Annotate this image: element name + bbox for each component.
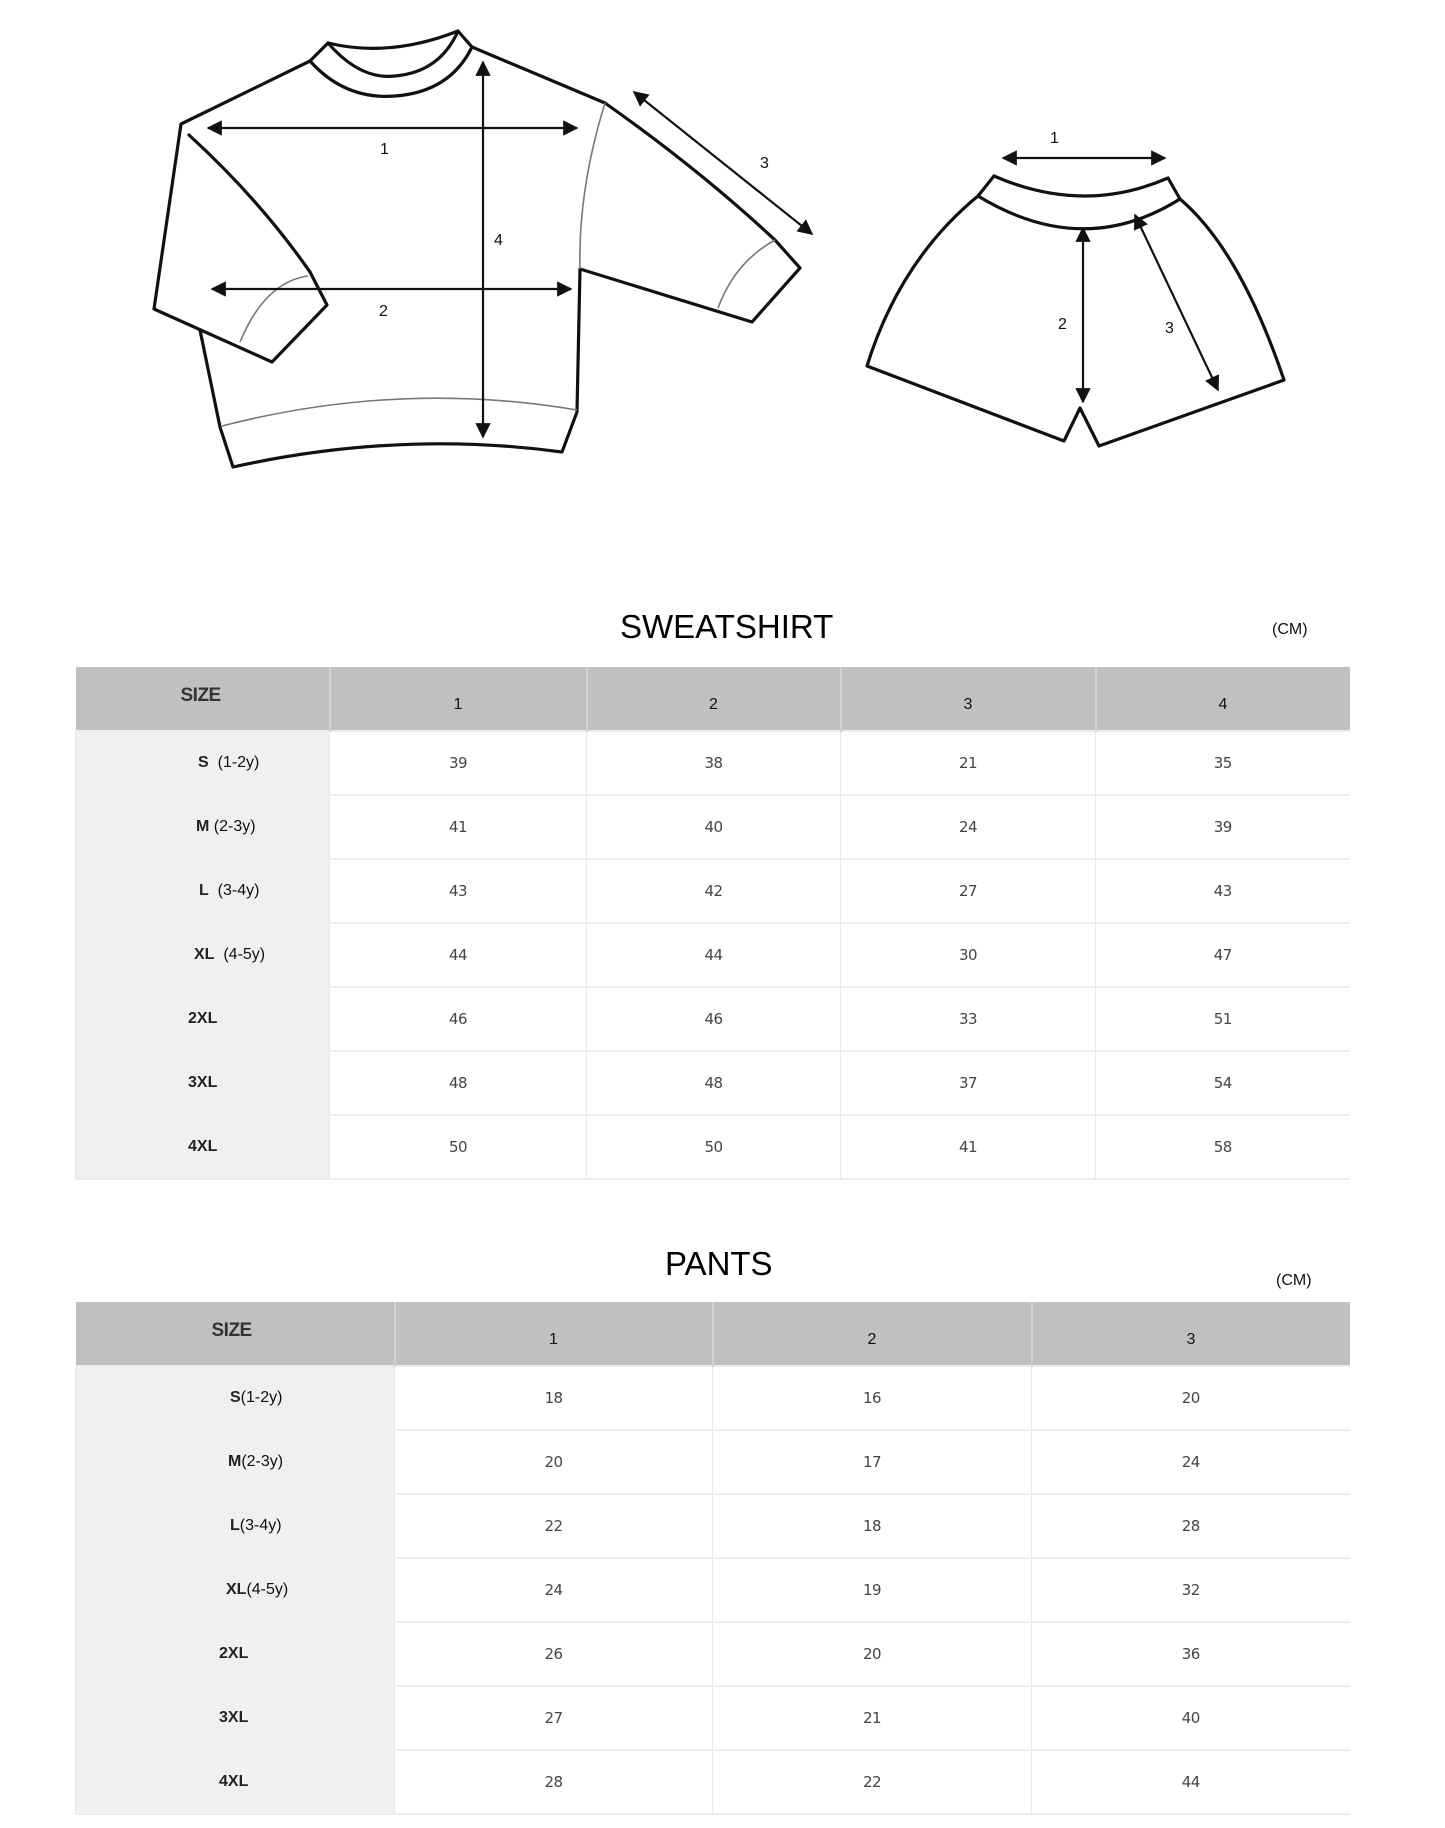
pants-unit: (CM) bbox=[1276, 1272, 1312, 1289]
size-code: 4XL bbox=[219, 1773, 249, 1790]
table-row bbox=[76, 1558, 1350, 1622]
size-age: (3-4y) bbox=[239, 1517, 282, 1534]
sweatshirt-title: SWEATSHIRT bbox=[620, 608, 834, 645]
value-cell: 24 bbox=[841, 795, 1096, 859]
size-age: (2-3y) bbox=[241, 1453, 284, 1470]
value-cell: 33 bbox=[841, 987, 1096, 1051]
size-label bbox=[76, 1051, 330, 1115]
value-cell: 36 bbox=[1032, 1622, 1350, 1686]
value-cell: 37 bbox=[841, 1051, 1096, 1115]
value-cell: 21 bbox=[841, 731, 1096, 795]
label-3: 3 bbox=[1165, 320, 1174, 337]
value-cell: 16 bbox=[713, 1366, 1032, 1430]
sweatshirt-icon bbox=[154, 31, 800, 467]
value-cell: 26 bbox=[395, 1622, 713, 1686]
size-code: 2XL bbox=[219, 1645, 249, 1662]
size-age: (1-2y) bbox=[217, 754, 260, 771]
arrow-sleeve-icon bbox=[634, 92, 812, 234]
table-row bbox=[76, 1622, 1350, 1686]
arrow-outseam-icon bbox=[1135, 215, 1218, 390]
size-label bbox=[76, 1750, 395, 1814]
size-code: 3XL bbox=[219, 1709, 249, 1726]
value-cell: 40 bbox=[587, 795, 841, 859]
sweatshirt-measure-labels bbox=[379, 141, 769, 320]
label-2: 2 bbox=[379, 303, 388, 320]
value-cell: 32 bbox=[1032, 1558, 1350, 1622]
value-cell: 46 bbox=[330, 987, 587, 1051]
value-cell: 40 bbox=[1032, 1686, 1350, 1750]
size-code: L bbox=[199, 882, 209, 899]
value-cell: 22 bbox=[713, 1750, 1032, 1814]
column-header: 1 bbox=[395, 1302, 713, 1366]
size-column-header: SIZE bbox=[76, 1302, 395, 1366]
column-header: 3 bbox=[841, 667, 1096, 731]
table-row bbox=[76, 1366, 1350, 1430]
value-cell: 18 bbox=[395, 1366, 713, 1430]
size-label bbox=[76, 795, 330, 859]
size-label bbox=[76, 987, 330, 1051]
value-cell: 44 bbox=[1032, 1750, 1350, 1814]
value-cell: 17 bbox=[713, 1430, 1032, 1494]
value-cell: 18 bbox=[713, 1494, 1032, 1558]
value-cell: 54 bbox=[1096, 1051, 1350, 1115]
size-column-header: SIZE bbox=[76, 667, 330, 731]
table-row bbox=[76, 795, 1350, 859]
value-cell: 41 bbox=[330, 795, 587, 859]
value-cell: 24 bbox=[395, 1558, 713, 1622]
size-label bbox=[76, 731, 330, 795]
column-header: 2 bbox=[713, 1302, 1032, 1366]
size-code: XL bbox=[194, 946, 215, 963]
column-header: 3 bbox=[1032, 1302, 1350, 1366]
value-cell: 27 bbox=[841, 859, 1096, 923]
size-code: M bbox=[196, 818, 210, 835]
column-header: 2 bbox=[587, 667, 841, 731]
size-code: S bbox=[230, 1389, 241, 1406]
value-cell: 42 bbox=[587, 859, 841, 923]
value-cell: 28 bbox=[1032, 1494, 1350, 1558]
value-cell: 39 bbox=[330, 731, 587, 795]
size-age: (1-2y) bbox=[240, 1389, 283, 1406]
label-3: 3 bbox=[760, 155, 769, 172]
size-code: 4XL bbox=[188, 1138, 218, 1155]
value-cell: 20 bbox=[395, 1430, 713, 1494]
value-cell: 22 bbox=[395, 1494, 713, 1558]
value-cell: 19 bbox=[713, 1558, 1032, 1622]
garment-illustrations bbox=[0, 0, 1445, 480]
size-code: L bbox=[230, 1517, 240, 1534]
size-age: (4-5y) bbox=[223, 946, 266, 963]
table-row bbox=[76, 1494, 1350, 1558]
table-row bbox=[76, 859, 1350, 923]
value-cell: 21 bbox=[713, 1686, 1032, 1750]
sweatshirt-measure-arrows bbox=[208, 62, 812, 437]
table-row bbox=[76, 731, 1350, 795]
table-row bbox=[76, 923, 1350, 987]
table-row bbox=[76, 1051, 1350, 1115]
value-cell: 50 bbox=[330, 1115, 587, 1179]
table-row bbox=[76, 1750, 1350, 1814]
value-cell: 46 bbox=[587, 987, 841, 1051]
size-label bbox=[76, 1366, 395, 1430]
pants-title: PANTS bbox=[665, 1245, 773, 1282]
size-age: (3-4y) bbox=[217, 882, 260, 899]
shorts-measure-labels bbox=[1050, 130, 1174, 337]
table-row bbox=[76, 1686, 1350, 1750]
size-label bbox=[76, 1115, 330, 1179]
value-cell: 58 bbox=[1096, 1115, 1350, 1179]
value-cell: 51 bbox=[1096, 987, 1350, 1051]
value-cell: 38 bbox=[587, 731, 841, 795]
value-cell: 43 bbox=[1096, 859, 1350, 923]
size-label bbox=[76, 1430, 395, 1494]
table-row bbox=[76, 1430, 1350, 1494]
label-4: 4 bbox=[494, 232, 503, 249]
value-cell: 20 bbox=[713, 1622, 1032, 1686]
table-header-row bbox=[76, 667, 1350, 731]
measurement-diagram bbox=[0, 0, 1445, 480]
value-cell: 24 bbox=[1032, 1430, 1350, 1494]
column-header: 1 bbox=[330, 667, 587, 731]
value-cell: 44 bbox=[587, 923, 841, 987]
value-cell: 27 bbox=[395, 1686, 713, 1750]
table-header-row bbox=[76, 1302, 1350, 1366]
column-header: 4 bbox=[1096, 667, 1350, 731]
size-code: XL bbox=[226, 1581, 247, 1598]
size-label bbox=[76, 923, 330, 987]
value-cell: 39 bbox=[1096, 795, 1350, 859]
size-label bbox=[76, 859, 330, 923]
pants-size-table bbox=[75, 1302, 1350, 1815]
sweatshirt-unit: (CM) bbox=[1272, 621, 1308, 638]
size-code: 3XL bbox=[188, 1074, 218, 1091]
value-cell: 47 bbox=[1096, 923, 1350, 987]
value-cell: 43 bbox=[330, 859, 587, 923]
table-row bbox=[76, 1115, 1350, 1179]
size-label bbox=[76, 1558, 395, 1622]
size-code: 2XL bbox=[188, 1010, 218, 1027]
shorts-icon bbox=[867, 176, 1284, 446]
size-code: M bbox=[228, 1453, 242, 1470]
value-cell: 30 bbox=[841, 923, 1096, 987]
size-code: S bbox=[198, 754, 209, 771]
value-cell: 20 bbox=[1032, 1366, 1350, 1430]
value-cell: 28 bbox=[395, 1750, 713, 1814]
size-label bbox=[76, 1686, 395, 1750]
sweatshirt-size-table bbox=[75, 667, 1350, 1180]
size-label bbox=[76, 1494, 395, 1558]
value-cell: 41 bbox=[841, 1115, 1096, 1179]
value-cell: 44 bbox=[330, 923, 587, 987]
value-cell: 50 bbox=[587, 1115, 841, 1179]
table-row bbox=[76, 987, 1350, 1051]
value-cell: 48 bbox=[330, 1051, 587, 1115]
size-label bbox=[76, 1622, 395, 1686]
label-2: 2 bbox=[1058, 316, 1067, 333]
value-cell: 35 bbox=[1096, 731, 1350, 795]
value-cell: 48 bbox=[587, 1051, 841, 1115]
label-1: 1 bbox=[380, 141, 389, 158]
label-1: 1 bbox=[1050, 130, 1059, 147]
size-age: (4-5y) bbox=[246, 1581, 289, 1598]
size-age: (2-3y) bbox=[213, 818, 256, 835]
